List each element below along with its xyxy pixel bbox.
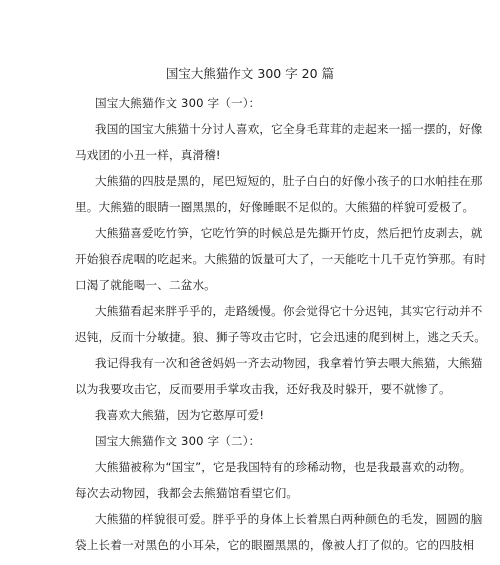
section-heading-2: 国宝大熊猫作文 300 字（二）： (95, 434, 261, 448)
paragraph-line: 大熊猫的样貌很可爱。胖乎乎的身体上长着黑白两种颜色的毛发，圆圆的脑 (95, 512, 483, 526)
paragraph-line: 我记得我有一次和爸爸妈妈一齐去动物园，我拿着竹笋去喂大熊猫，大熊猫 (95, 356, 483, 370)
paragraph-line: 以为我要攻击它，反而要用手掌攻击我，还好我及时躲开，要不就惨了。 (75, 382, 451, 396)
paragraph-line: 大熊猫被称为“国宝”，它是我国特有的珍稀动物，也是我最喜欢的动物。 (95, 460, 472, 474)
paragraph-line: 我国的国宝大熊猫十分讨人喜欢，它全身毛茸茸的走起来一摇一摆的，好像 (95, 122, 483, 136)
paragraph-line: 迟钝，反而十分敏捷。狼、狮子等攻击它时，它会迅速的爬到树上，逃之夭夭。 (75, 330, 487, 344)
paragraph-line: 大熊猫的四肢是黑的，尾巴短短的，肚子白白的好像小孩子的口水帕挂在那 (95, 174, 483, 188)
section-heading-1: 国宝大熊猫作文 300 字（一）： (95, 96, 261, 110)
paragraph-line: 每次去动物园，我都会去熊猫馆看望它们。 (75, 486, 299, 500)
paragraph-line: 大熊猫看起来胖乎乎的，走路缓慢。你会觉得它十分迟钝，其实它行动并不 (95, 304, 483, 318)
paragraph-line: 袋上长着一对黑色的小耳朵，它的眼圈黑黑的，像被人打了似的。它的四肢相 (75, 538, 475, 552)
paragraph-line: 大熊猫喜爱吃竹笋，它吃竹笋的时候总是先撕开竹皮，然后把竹皮剥去，就 (95, 226, 483, 240)
paragraph-line: 口渴了就能喝一、二盆水。 (75, 278, 216, 292)
document-title: 国宝大熊猫作文 300 字 20 篇 (165, 66, 335, 81)
paragraph-line: 开始狼吞虎咽的吃起来。大熊猫的饭量可大了，一天能吃十几千克竹笋那。有时 (75, 252, 487, 266)
paragraph-line: 里。大熊猫的眼睛一圈黑黑的，好像睡眠不足似的。大熊猫的样貌可爱极了。 (75, 200, 475, 214)
paragraph-line: 我喜欢大熊猫，因为它憨厚可爱! (95, 408, 265, 422)
paragraph-line: 马戏团的小丑一样，真滑稽! (75, 148, 221, 162)
